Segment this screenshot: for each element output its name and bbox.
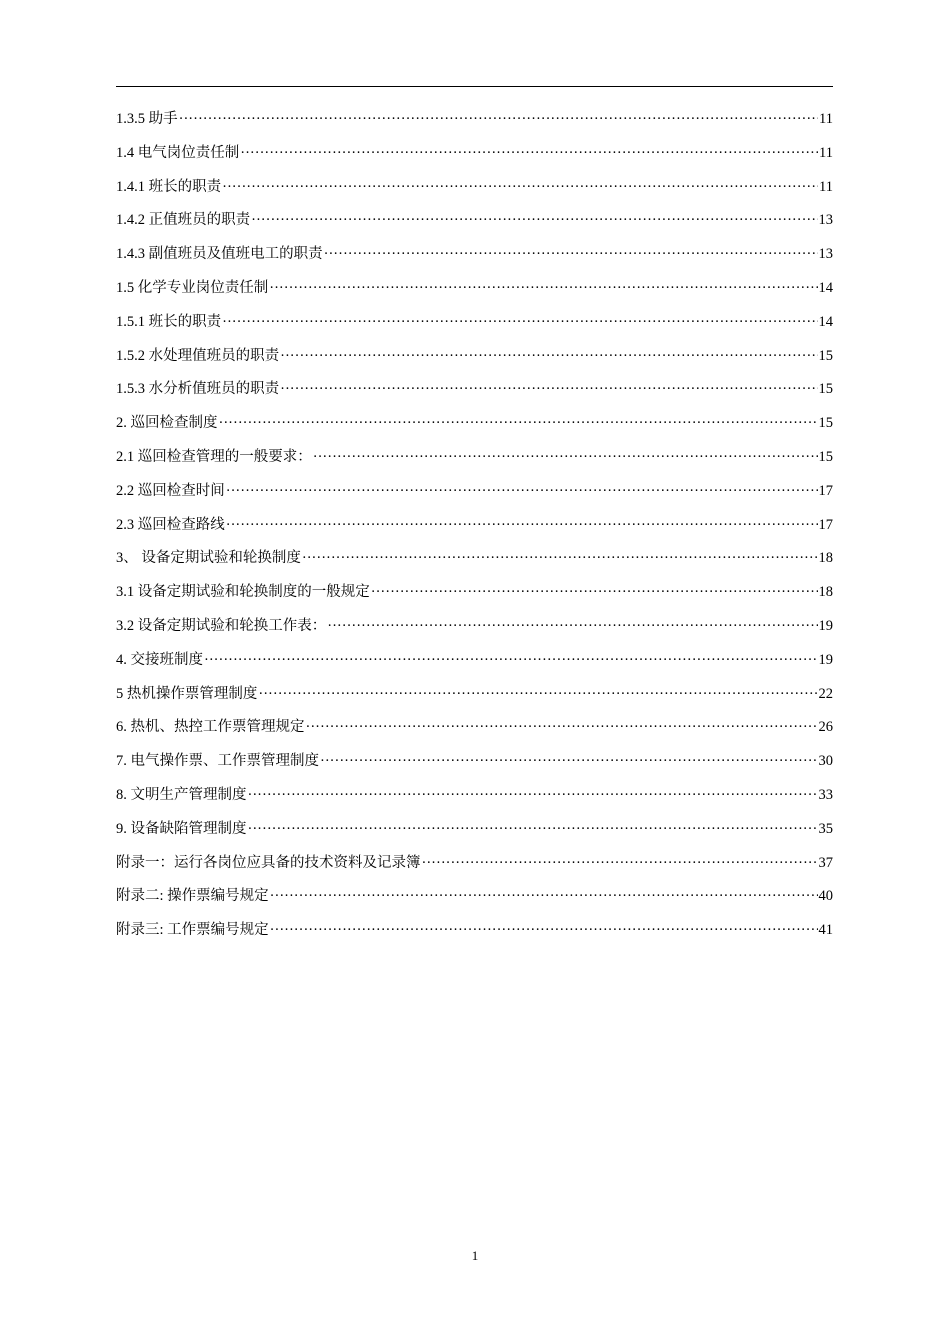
dot-leader: [248, 817, 818, 841]
toc-entry[interactable]: [116, 310, 833, 344]
dot-leader: [280, 377, 817, 401]
dot-leader: [219, 411, 818, 435]
toc-entry[interactable]: [116, 749, 833, 783]
toc-entry-page: 15: [818, 448, 833, 465]
toc-entry-label: 1.5 化学专业岗位责任制: [116, 279, 269, 296]
toc-entry[interactable]: [116, 445, 833, 479]
toc-entry-label: 8. 文明生产管理制度: [116, 786, 247, 803]
dot-leader: [302, 546, 818, 570]
toc-entry-label: 5 热机操作票管理制度: [116, 685, 258, 702]
dot-leader: [222, 310, 817, 334]
toc-entry-label: 附录二: 操作票编号规定: [116, 888, 269, 905]
toc-entry-page: 15: [818, 381, 833, 398]
toc-entry-page: 18: [818, 550, 833, 567]
toc-entry-label: 1.3.5 助手: [116, 111, 178, 127]
dot-leader: [222, 175, 818, 199]
dot-leader: [327, 614, 817, 638]
toc-entry[interactable]: [116, 107, 833, 141]
toc-entry-page: 14: [818, 313, 833, 330]
dot-leader: [306, 715, 818, 739]
toc-entry-label: 1.5.1 班长的职责: [116, 313, 222, 330]
page-number: 1: [471, 1248, 479, 1263]
toc-entry-label: 6. 热机、热控工作票管理规定: [116, 719, 305, 736]
toc-entry-label: 4. 交接班制度: [116, 651, 203, 668]
toc-entry-label: 1.4.3 副值班员及值班电工的职责: [116, 246, 323, 263]
toc-entry[interactable]: [116, 682, 833, 716]
dot-leader: [324, 242, 818, 266]
dot-leader: [313, 445, 818, 469]
toc-entry-page: 11: [819, 111, 833, 127]
toc-entry-label: 1.5.3 水分析值班员的职责: [116, 381, 280, 398]
toc-entry-page: 26: [818, 719, 833, 736]
dot-leader: [258, 682, 817, 706]
dot-leader: [269, 276, 817, 300]
dot-leader: [179, 107, 818, 131]
toc-entry-page: 37: [818, 854, 833, 871]
dot-leader: [280, 344, 817, 368]
toc-entry-label: 9. 设备缺陷管理制度: [116, 820, 247, 837]
toc-entry-label: 2.1 巡回检查管理的一般要求：: [116, 448, 312, 465]
toc-entry-page: 18: [818, 584, 833, 601]
toc-entry-page: 35: [818, 820, 833, 837]
toc-entry[interactable]: [116, 344, 833, 378]
dot-leader: [248, 783, 818, 807]
table-of-contents: [116, 107, 833, 952]
toc-entry[interactable]: [116, 614, 833, 648]
toc-entry-page: 13: [818, 212, 833, 229]
toc-entry-label: 1.5.2 水处理值班员的职责: [116, 347, 280, 364]
toc-entry-page: 19: [818, 651, 833, 668]
toc-entry[interactable]: [116, 208, 833, 242]
toc-entry-label: 3、 设备定期试验和轮换制度: [116, 550, 301, 567]
toc-entry-label: 3.2 设备定期试验和轮换工作表：: [116, 617, 327, 634]
dot-leader: [251, 208, 817, 232]
toc-entry[interactable]: [116, 851, 833, 885]
dot-leader: [270, 918, 818, 942]
dot-leader: [204, 648, 818, 672]
toc-entry-label: 1.4.1 班长的职责: [116, 178, 222, 195]
toc-entry-page: 17: [818, 482, 833, 499]
toc-entry-label: 1.4.2 正值班员的职责: [116, 212, 251, 229]
dot-leader: [320, 749, 818, 773]
toc-entry[interactable]: [116, 377, 833, 411]
header-rule: [116, 86, 833, 87]
toc-entry-page: 13: [818, 246, 833, 263]
toc-entry[interactable]: [116, 715, 833, 749]
toc-entry[interactable]: [116, 242, 833, 276]
toc-entry[interactable]: [116, 817, 833, 851]
toc-entry-page: 41: [818, 922, 833, 939]
toc-entry-page: 30: [818, 753, 833, 770]
toc-entry-page: 11: [819, 144, 833, 161]
toc-entry-page: 11: [819, 178, 833, 195]
toc-entry[interactable]: [116, 783, 833, 817]
toc-entry[interactable]: [116, 884, 833, 918]
toc-entry-page: 19: [818, 617, 833, 634]
toc-entry[interactable]: [116, 276, 833, 310]
toc-entry-label: 2.3 巡回检查路线: [116, 516, 225, 533]
toc-entry-label: 1.4 电气岗位责任制: [116, 144, 240, 161]
toc-entry[interactable]: [116, 918, 833, 952]
toc-entry-label: 附录三: 工作票编号规定: [116, 922, 269, 939]
toc-entry-label: 7. 电气操作票、工作票管理制度: [116, 753, 319, 770]
dot-leader: [422, 851, 818, 875]
toc-entry-label: 附录一：运行各岗位应具备的技术资料及记录簿: [116, 854, 421, 871]
toc-entry[interactable]: [116, 513, 833, 547]
toc-entry[interactable]: [116, 546, 833, 580]
dot-leader: [371, 580, 818, 604]
dot-leader: [226, 513, 818, 537]
dot-leader: [226, 479, 818, 503]
toc-entry-page: 15: [818, 415, 833, 432]
toc-entry[interactable]: [116, 580, 833, 614]
toc-entry-page: 17: [818, 516, 833, 533]
dot-leader: [270, 884, 818, 908]
toc-entry[interactable]: [116, 648, 833, 682]
toc-entry[interactable]: [116, 411, 833, 445]
toc-entry-label: 2. 巡回检查制度: [116, 415, 218, 432]
toc-entry-page: 33: [818, 786, 833, 803]
toc-entry[interactable]: [116, 141, 833, 175]
toc-entry[interactable]: [116, 175, 833, 209]
toc-entry[interactable]: [116, 479, 833, 513]
toc-entry-label: 3.1 设备定期试验和轮换制度的一般规定: [116, 584, 370, 601]
toc-entry-page: 14: [818, 279, 833, 296]
toc-entry-page: 40: [818, 888, 833, 905]
dot-leader: [240, 141, 818, 165]
toc-entry-label: 2.2 巡回检查时间: [116, 482, 225, 499]
toc-entry-page: 22: [818, 685, 833, 702]
toc-entry-page: 15: [818, 347, 833, 364]
